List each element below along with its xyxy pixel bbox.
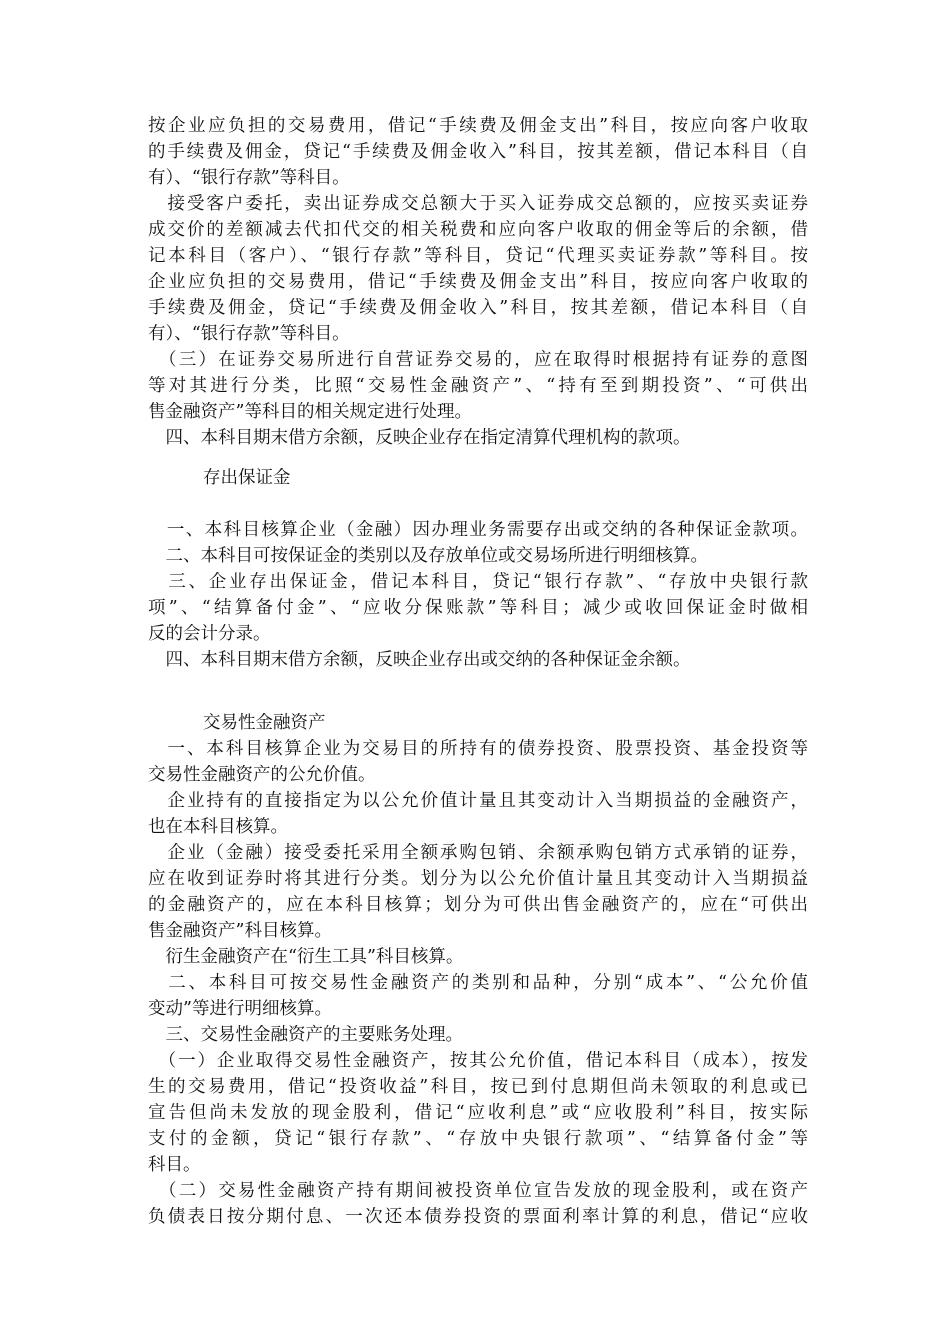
paragraph-line: 二、本科目可按交易性金融资产的类别和品种，分别“成本”、“公允价值 bbox=[148, 973, 808, 993]
paragraph-line: 应在收到证券时将其进行分类。划分为以公允价值计量且其变动计入当期损益 bbox=[148, 869, 808, 889]
paragraph-line: （二）交易性金融资产持有期间被投资单位宣告发放的现金股利，或在资产 bbox=[148, 1181, 808, 1201]
paragraph-line: 负债表日按分期付息、一次还本债券投资的票面利率计算的利息，借记“应收 bbox=[148, 1207, 808, 1227]
paragraph-line: 的金融资产的，应在本科目核算；划分为可供出售金融资产的，应在“可供出 bbox=[148, 895, 808, 915]
paragraph-line: 四、本科目期末借方余额，反映企业存出或交纳的各种保证金余额。 bbox=[148, 650, 691, 670]
paragraph-line: 企业（金融）接受委托采用全额承购包销、余额承购包销方式承销的证券， bbox=[148, 843, 808, 863]
paragraph-line: 生的交易费用，借记“投资收益”科目，按已到付息期但尚未领取的利息或已 bbox=[148, 1077, 808, 1097]
paragraph-line: 反的会计分录。 bbox=[148, 624, 271, 644]
paragraph-line: 衍生金融资产在“衍生工具”科目核算。 bbox=[148, 947, 464, 967]
section-heading: 交易性金融资产 bbox=[203, 713, 326, 733]
paragraph-line: 接受客户委托，卖出证券成交总额大于买入证券成交总额的，应按买卖证券 bbox=[148, 194, 808, 214]
paragraph-line: 也在本科目核算。 bbox=[148, 817, 288, 837]
paragraph-line: 三、企业存出保证金，借记本科目，贷记“银行存款”、“存放中央银行款 bbox=[148, 572, 808, 592]
paragraph-line: 有）、“银行存款”等科目。 bbox=[148, 168, 350, 188]
paragraph-line: 变动”等进行明细核算。 bbox=[148, 999, 332, 1019]
paragraph-line: 记本科目（客户）、“银行存款”等科目，贷记“代理买卖证券款”等科目。按 bbox=[148, 246, 808, 266]
paragraph-line: 项”、“结算备付金”、“应收分保账款”等科目；减少或收回保证金时做相 bbox=[148, 598, 808, 618]
paragraph-line: 宣告但尚未发放的现金股利，借记“应收利息”或“应收股利”科目，按实际 bbox=[148, 1103, 808, 1123]
paragraph-line: 支付的金额，贷记“银行存款”、“存放中央银行款项”、“结算备付金”等 bbox=[148, 1129, 808, 1149]
paragraph-line: 等对其进行分类，比照“交易性金融资产”、“持有至到期投资”、“可供出 bbox=[148, 376, 808, 396]
paragraph-line: 售金融资产”等科目的相关规定进行处理。 bbox=[148, 402, 472, 422]
paragraph-line: 一、本科目核算企业为交易目的所持有的债券投资、股票投资、基金投资等 bbox=[148, 739, 808, 759]
section-heading: 存出保证金 bbox=[203, 468, 291, 488]
paragraph-line: 交易性金融资产的公允价值。 bbox=[148, 765, 376, 785]
paragraph-line: 按企业应负担的交易费用，借记“手续费及佣金支出”科目，按应向客户收取 bbox=[148, 116, 808, 136]
paragraph-line: 的手续费及佣金，贷记“手续费及佣金收入”科目，按其差额，借记本科目（自 bbox=[148, 142, 808, 162]
paragraph-line: （三）在证券交易所进行自营证券交易的，应在取得时根据持有证券的意图 bbox=[148, 350, 808, 370]
paragraph-line: 企业持有的直接指定为以公允价值计量且其变动计入当期损益的金融资产， bbox=[148, 791, 808, 811]
paragraph-line: 四、本科目期末借方余额，反映企业存在指定清算代理机构的款项。 bbox=[148, 428, 691, 448]
paragraph-line: 企业应负担的交易费用，借记“手续费及佣金支出”科目，按应向客户收取的 bbox=[148, 272, 808, 292]
paragraph-line: 一、本科目核算企业（金融）因办理业务需要存出或交纳的各种保证金款项。 bbox=[148, 520, 808, 540]
paragraph-line: 二、本科目可按保证金的类别以及存放单位或交易场所进行明细核算。 bbox=[148, 546, 708, 566]
paragraph-line: 科目。 bbox=[148, 1155, 201, 1175]
paragraph-line: 成交价的差额减去代扣代交的相关税费和应向客户收取的佣金等后的余额，借 bbox=[148, 220, 808, 240]
paragraph-line: 手续费及佣金，贷记“手续费及佣金收入”科目，按其差额，借记本科目（自 bbox=[148, 298, 808, 318]
paragraph-line: （一）企业取得交易性金融资产，按其公允价值，借记本科目（成本），按发 bbox=[148, 1051, 808, 1071]
paragraph-line: 有）、“银行存款”等科目。 bbox=[148, 324, 350, 344]
paragraph-line: 三、交易性金融资产的主要账务处理。 bbox=[148, 1025, 463, 1045]
paragraph-line: 售金融资产”科目核算。 bbox=[148, 921, 332, 941]
